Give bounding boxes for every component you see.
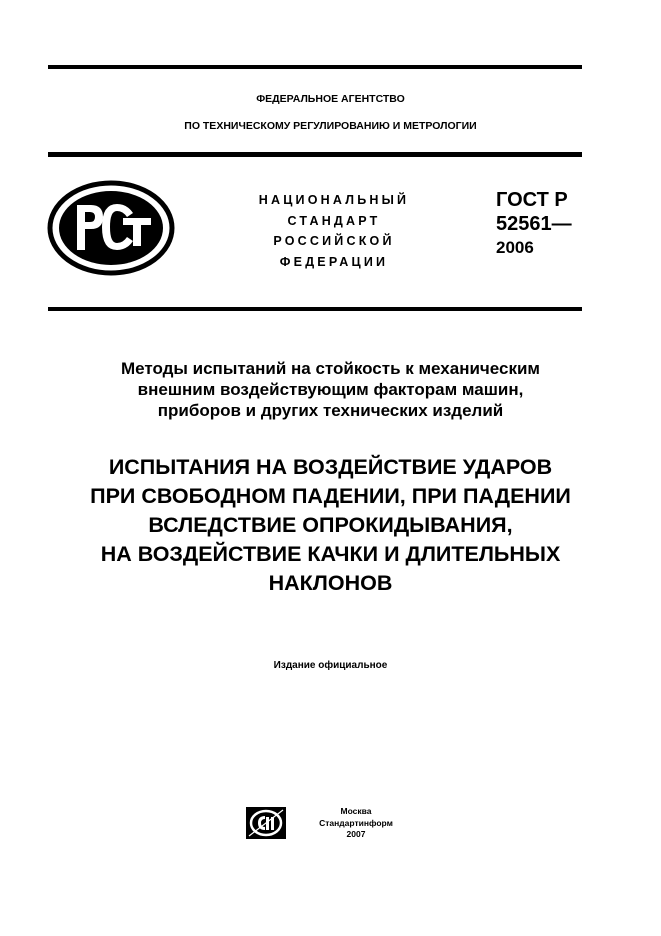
national-line-4: ФЕДЕРАЦИИ	[279, 254, 389, 269]
edition-label: Издание официальное	[273, 660, 388, 671]
gost-code-line-2: 52561—	[496, 213, 572, 235]
standartinform-logo-icon	[245, 806, 287, 840]
imprint-year: 2007	[346, 829, 366, 839]
agency-line-2: ПО ТЕХНИЧЕСКОМУ РЕГУЛИРОВАНИЮ И МЕТРОЛОГИИ	[184, 120, 477, 132]
rst-mark-icon	[47, 180, 175, 276]
gost-code-line-1: ГОСТ Р	[496, 189, 568, 211]
header-rule	[48, 152, 582, 157]
title-line-1: ИСПЫТАНИЯ НА ВОЗДЕЙСТВИЕ УДАРОВ	[108, 455, 553, 479]
mid-rule	[48, 307, 582, 311]
document-subtitle	[40, 358, 621, 421]
title-line-2: ПРИ СВОБОДНОМ ПАДЕНИИ, ПРИ ПАДЕНИИ	[90, 484, 571, 508]
national-line-2: СТАНДАРТ	[287, 213, 381, 228]
title-line-5: НАКЛОНОВ	[268, 571, 393, 595]
document-title	[30, 453, 631, 598]
subtitle-line-3: приборов и других технических изделий	[157, 401, 504, 420]
title-line-3: ВСЛЕДСТВИЕ ОПРОКИДЫВАНИЯ,	[148, 513, 513, 537]
subtitle-line-2: внешним воздействующим факторам машин,	[137, 380, 524, 399]
national-line-1: НАЦИОНАЛЬНЫЙ	[258, 193, 410, 207]
imprint-publisher: Стандартинформ	[319, 817, 393, 828]
imprint	[306, 806, 406, 841]
agency-line-1: ФЕДЕРАЛЬНОЕ АГЕНТСТВО	[256, 93, 405, 105]
national-line-3: РОССИЙСКОЙ	[273, 234, 395, 248]
gost-code	[496, 188, 572, 236]
top-rule	[48, 65, 582, 69]
title-line-4: НА ВОЗДЕЙСТВИЕ КАЧКИ И ДЛИТЕЛЬНЫХ	[100, 542, 561, 566]
imprint-city: Москва	[340, 806, 372, 816]
gost-year: 2006	[496, 238, 534, 257]
national-standard-label	[230, 190, 438, 272]
subtitle-line-1: Методы испытаний на стойкость к механическим	[120, 359, 541, 378]
